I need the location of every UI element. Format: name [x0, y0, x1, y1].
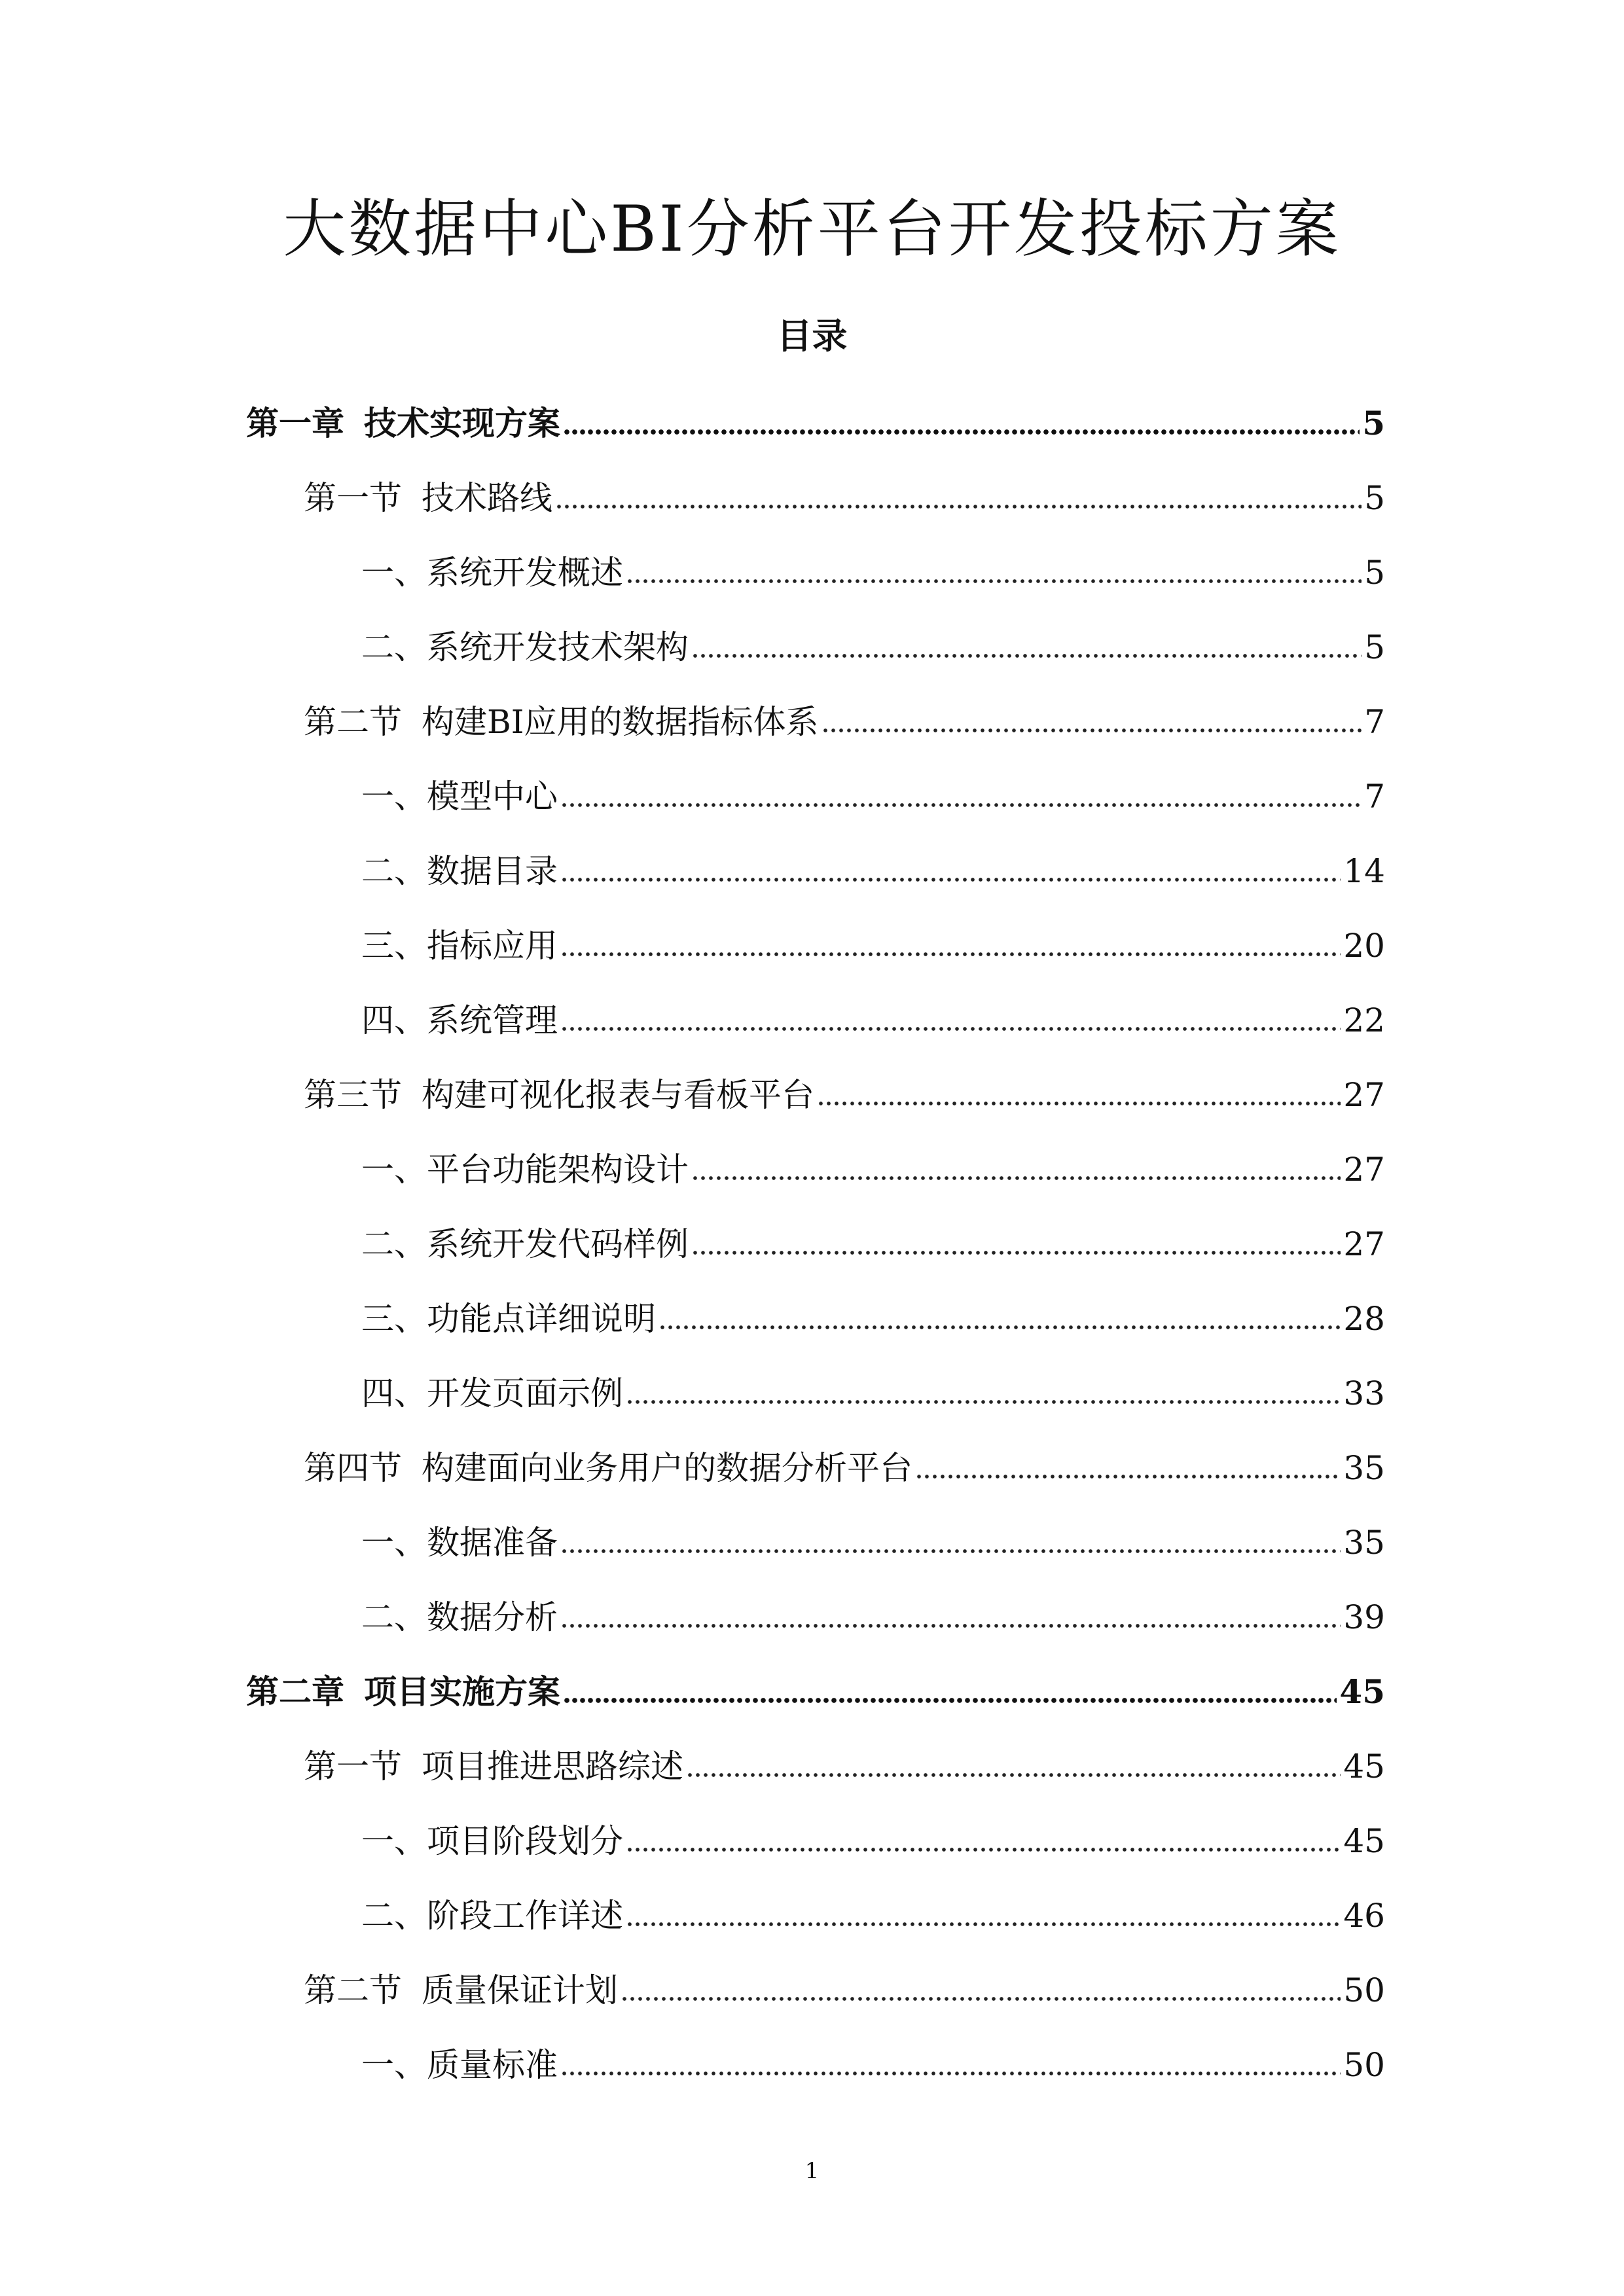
toc-entry-text: 指标应用 [427, 927, 558, 965]
toc-entry-label [361, 1594, 558, 1640]
toc-entry-number: 第一节 [304, 479, 402, 517]
toc-leader-dots [560, 1027, 1341, 1031]
toc-entry-text: 系统管理 [427, 1001, 558, 1039]
toc-entry-label [304, 1445, 912, 1491]
toc-page-number: 27 [1343, 1151, 1385, 1189]
toc-entry-number: 第一节 [304, 1748, 402, 1785]
toc-leader-dots [560, 878, 1341, 882]
toc-entry-number: 二、 [361, 1598, 427, 1636]
toc-entry-text: 系统开发代码样例 [427, 1225, 689, 1263]
toc-leader-dots [817, 1102, 1341, 1105]
toc-entry-number: 三、 [361, 1300, 427, 1338]
toc-entry-label [361, 1296, 656, 1342]
toc-entry-number: 一、 [361, 1822, 427, 1860]
toc-page-number: 50 [1343, 2046, 1385, 2084]
toc-entry[interactable] [246, 461, 1385, 535]
toc-page-number: 5 [1364, 479, 1385, 517]
toc-entry-number: 第二章 [246, 1672, 344, 1711]
toc-heading: 目录 [776, 315, 848, 357]
toc-page-number: 5 [1364, 554, 1385, 592]
toc-entry-text: 项目实施方案 [364, 1672, 560, 1711]
toc-entry-text: 数据目录 [427, 852, 558, 890]
toc-entry-number: 一、 [361, 554, 427, 592]
toc-entry-number: 第四节 [304, 1449, 402, 1487]
toc-leader-dots [659, 1325, 1341, 1329]
toc-entry-label [304, 1072, 814, 1118]
toc-entry-label [246, 401, 560, 446]
toc-leader-dots [555, 505, 1362, 509]
toc-entry[interactable] [246, 1505, 1385, 1580]
toc-leader-dots [691, 1176, 1341, 1180]
toc-leader-dots [691, 654, 1362, 658]
toc-entry[interactable] [246, 2028, 1385, 2102]
toc-entry-text: 开发页面示例 [427, 1374, 623, 1412]
toc-leader-dots [626, 1400, 1341, 1404]
toc-entry-number: 二、 [361, 1225, 427, 1263]
toc-entry[interactable] [246, 1729, 1385, 1804]
toc-entry-text: 构建面向业务用户的数据分析平台 [422, 1449, 912, 1487]
toc-entry-text: 项目阶段划分 [427, 1822, 623, 1860]
toc-entry[interactable] [246, 685, 1385, 759]
toc-page-number: 46 [1343, 1897, 1385, 1935]
toc-entry-text: 系统开发概述 [427, 554, 623, 592]
toc-entry-number: 第一章 [246, 404, 344, 442]
toc-entry-text: 模型中心 [427, 778, 558, 816]
toc-entry-number: 第二节 [304, 703, 402, 741]
toc-entry[interactable] [246, 386, 1385, 461]
toc-entry-number: 四、 [361, 1001, 427, 1039]
toc-page-number: 35 [1343, 1449, 1385, 1487]
toc-entry-number: 二、 [361, 852, 427, 890]
toc-entry-label [304, 475, 552, 521]
toc-entry-label [304, 1967, 618, 2013]
toc-leader-dots [560, 952, 1341, 956]
toc-entry-number: 一、 [361, 1151, 427, 1189]
toc-entry[interactable] [246, 908, 1385, 983]
toc-entry[interactable] [246, 1132, 1385, 1207]
toc-entry-label [361, 848, 558, 894]
toc-entry-label [246, 1669, 560, 1715]
toc-entry-number: 一、 [361, 2046, 427, 2084]
toc-leader-dots [560, 803, 1362, 807]
toc-leader-dots [626, 1922, 1341, 1926]
document-title: 大数据中心BI分析平台开发投标方案 [283, 192, 1341, 266]
toc-entry[interactable] [246, 1207, 1385, 1282]
toc-leader-dots [915, 1475, 1341, 1479]
toc-page-number: 39 [1343, 1598, 1385, 1636]
toc-page-number: 7 [1364, 778, 1385, 816]
toc-page-number: 45 [1339, 1672, 1385, 1711]
toc-entry[interactable] [246, 535, 1385, 610]
toc-entry[interactable] [246, 1953, 1385, 2028]
toc-entry-number: 一、 [361, 778, 427, 816]
toc-entry[interactable] [246, 1282, 1385, 1356]
toc-entry-label [361, 1893, 623, 1939]
toc-entry-label [361, 1371, 623, 1416]
toc-entry-text: 数据分析 [427, 1598, 558, 1636]
toc-entry[interactable] [246, 1356, 1385, 1431]
toc-leader-dots [821, 728, 1362, 732]
table-of-contents [246, 386, 1385, 2102]
toc-entry-number: 四、 [361, 1374, 427, 1412]
toc-entry-text: 数据准备 [427, 1524, 558, 1562]
toc-entry-text: 平台功能架构设计 [427, 1151, 689, 1189]
toc-entry-number: 第二节 [304, 1971, 402, 2009]
toc-entry[interactable] [246, 983, 1385, 1058]
toc-page-number: 45 [1343, 1748, 1385, 1785]
toc-leader-dots [560, 1549, 1341, 1553]
toc-entry-number: 第三节 [304, 1076, 402, 1114]
toc-leader-dots [563, 1698, 1337, 1703]
toc-entry-label [361, 923, 558, 969]
toc-entry-text: 质量保证计划 [422, 1971, 618, 2009]
toc-entry-number: 三、 [361, 927, 427, 965]
toc-page-number: 33 [1343, 1374, 1385, 1412]
toc-page-number: 22 [1343, 1001, 1385, 1039]
toc-entry[interactable] [246, 610, 1385, 685]
toc-entry-text: 系统开发技术架构 [427, 628, 689, 666]
toc-page-number: 14 [1343, 852, 1385, 890]
toc-entry[interactable] [246, 759, 1385, 834]
toc-leader-dots [621, 1997, 1341, 2001]
toc-entry-label [361, 774, 558, 819]
toc-leader-dots [626, 1848, 1341, 1852]
toc-leader-dots [560, 1624, 1341, 1628]
toc-entry-label [304, 1744, 683, 1789]
toc-leader-dots [691, 1251, 1341, 1255]
toc-entry[interactable] [246, 1878, 1385, 1953]
toc-page-number: 20 [1343, 927, 1385, 965]
toc-leader-dots [686, 1773, 1341, 1777]
toc-entry[interactable] [246, 1804, 1385, 1878]
toc-entry-text: 技术实现方案 [364, 404, 560, 442]
toc-entry-label [361, 550, 623, 596]
toc-entry-text: 项目推进思路综述 [422, 1748, 683, 1785]
page-number: 1 [804, 2158, 820, 2184]
toc-entry-number: 二、 [361, 1897, 427, 1935]
toc-leader-dots [626, 579, 1362, 583]
toc-entry-label [361, 1147, 689, 1193]
toc-entry-text: 构建可视化报表与看板平台 [422, 1076, 814, 1114]
toc-entry-label [361, 1221, 689, 1267]
toc-entry-label [361, 1818, 623, 1864]
toc-entry[interactable] [246, 1580, 1385, 1655]
toc-entry-label [361, 624, 689, 670]
toc-leader-dots [563, 429, 1360, 435]
toc-entry-text: 质量标准 [427, 2046, 558, 2084]
toc-entry[interactable] [246, 834, 1385, 908]
toc-entry-label [361, 1520, 558, 1566]
toc-entry-label [361, 2042, 558, 2088]
toc-entry-label [304, 699, 819, 745]
toc-page-number: 28 [1343, 1300, 1385, 1338]
toc-leader-dots [560, 2072, 1341, 2075]
toc-entry-number: 二、 [361, 628, 427, 666]
toc-page-number: 27 [1343, 1076, 1385, 1114]
toc-entry-number: 一、 [361, 1524, 427, 1562]
toc-entry[interactable] [246, 1058, 1385, 1132]
toc-page-number: 5 [1364, 628, 1385, 666]
toc-entry-text: 阶段工作详述 [427, 1897, 623, 1935]
toc-page-number: 27 [1343, 1225, 1385, 1263]
toc-entry-text: 技术路线 [422, 479, 552, 517]
toc-entry-label [361, 997, 558, 1043]
toc-page-number: 45 [1343, 1822, 1385, 1860]
toc-page-number: 7 [1364, 703, 1385, 741]
toc-page-number: 35 [1343, 1524, 1385, 1562]
toc-page-number: 5 [1362, 404, 1385, 442]
toc-page-number: 50 [1343, 1971, 1385, 2009]
toc-entry-text: 构建BI应用的数据指标体系 [422, 703, 819, 741]
toc-entry-text: 功能点详细说明 [427, 1300, 656, 1338]
toc-entry[interactable] [246, 1655, 1385, 1729]
toc-entry[interactable] [246, 1431, 1385, 1505]
